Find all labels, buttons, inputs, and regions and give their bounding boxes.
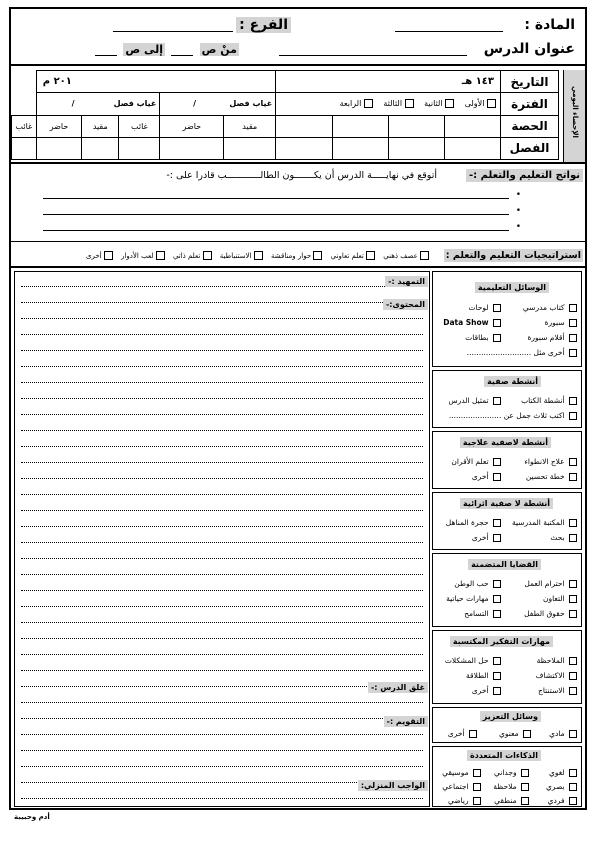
remedial-peer[interactable]: تعلم الأقران	[451, 457, 501, 466]
writing-line[interactable]	[21, 398, 423, 399]
att-present-1: حاضر	[160, 115, 224, 137]
strategies-title: استراتيجيات التعليم والتعلم :	[445, 250, 581, 261]
writing-line[interactable]	[21, 542, 423, 543]
intro-label: التمهيد :-	[385, 276, 428, 287]
activity-write[interactable]: اكتب ثلاث جمل عن ......................	[449, 411, 577, 420]
remedial-plan[interactable]: خطة تحسين	[526, 472, 577, 481]
period-options	[276, 93, 501, 115]
writing-line[interactable]	[21, 318, 423, 319]
writing-line[interactable]	[21, 334, 423, 335]
writing-line[interactable]	[21, 798, 423, 799]
aid-charts[interactable]: لوحات	[468, 303, 501, 312]
period-fourth[interactable]: الرابعة	[340, 99, 373, 108]
writing-line[interactable]	[21, 670, 423, 671]
class-cell[interactable]	[332, 137, 388, 159]
issue-cooperation[interactable]: التعاون	[543, 594, 577, 603]
writing-line[interactable]	[21, 654, 423, 655]
from-page-field[interactable]	[171, 55, 193, 56]
writing-line[interactable]	[21, 462, 423, 463]
writing-line[interactable]	[21, 510, 423, 511]
strategy-other[interactable]: أخرى	[86, 252, 113, 260]
intel-individual[interactable]: فردي	[548, 796, 577, 805]
writing-line[interactable]	[21, 638, 423, 639]
skill-other[interactable]: أخرى	[472, 686, 501, 695]
remedial-introversion[interactable]: علاج الانطواء	[524, 457, 577, 466]
enrich-library[interactable]: المكتبة المدرسية	[512, 518, 577, 527]
writing-line[interactable]	[21, 430, 423, 431]
issue-work-respect[interactable]: احترام العمل	[524, 579, 577, 588]
header-box	[11, 9, 585, 66]
homework-label: الواجب المنزلي:	[358, 780, 428, 791]
aid-datashow[interactable]: Data Show	[443, 318, 501, 327]
class-label: الفصل	[501, 137, 559, 159]
branch-label: الفرع :	[236, 17, 291, 33]
outcome-line-3[interactable]	[43, 230, 509, 231]
evaluation-label: التقويم :-	[384, 716, 428, 727]
att-absent-1: غائب	[119, 115, 160, 137]
lesson-label: الحصة	[501, 115, 559, 137]
reinforcement-box	[432, 707, 582, 743]
outcomes-section	[11, 162, 585, 242]
lesson-cell[interactable]	[444, 115, 500, 137]
writing-line[interactable]	[21, 622, 423, 623]
skill-problem-solving[interactable]: حل المشكلات	[445, 656, 501, 665]
writing-line[interactable]	[21, 558, 423, 559]
enrich-resource-room[interactable]: حجرة المناهل	[446, 518, 501, 527]
from-page-label: منْ ص	[201, 43, 237, 56]
writing-line[interactable]	[21, 366, 423, 367]
att-input[interactable]	[119, 137, 160, 159]
class-cell[interactable]	[388, 137, 444, 159]
lesson-cell[interactable]	[276, 115, 332, 137]
class-cell[interactable]	[444, 137, 500, 159]
bullet-2: •	[515, 206, 521, 216]
strategies-options	[86, 251, 429, 260]
aid-textbook[interactable]: كتاب مدرسي	[523, 303, 577, 312]
info-table	[11, 70, 559, 160]
reinforce-other[interactable]: أخرى	[448, 729, 477, 738]
period-first[interactable]: الأولى	[465, 99, 496, 108]
att-input[interactable]	[12, 137, 37, 159]
outcomes-lead: أتوقع في نهايـــــة الدرس أن يكـــــــون الطالــــــــــــب قادرا على :-	[166, 170, 437, 181]
date-label: التاريخ	[501, 71, 559, 93]
enrichment-box	[432, 492, 582, 550]
att-input[interactable]	[36, 137, 82, 159]
absence-cell-1[interactable]: غياب فصل /	[160, 93, 276, 115]
att-registered-1: مقيد	[224, 115, 276, 137]
intel-musical[interactable]: موسيقي	[442, 768, 481, 777]
strategy-self-learning[interactable]: تعلم ذاتي	[173, 252, 212, 260]
intelligences-title: الذكاءات المتعددة	[467, 750, 541, 761]
writing-line[interactable]	[21, 750, 423, 751]
thinking-title: مهارات التفكير المكتسبة	[450, 636, 553, 647]
att-present-2: حاضر	[36, 115, 82, 137]
att-input[interactable]	[224, 137, 276, 159]
strategy-cooperative[interactable]: تعلم تعاوني	[331, 252, 375, 260]
lesson-title-label: عنوان الدرس	[483, 41, 575, 57]
writing-line[interactable]	[21, 382, 423, 383]
daily-stats-side	[563, 70, 585, 162]
outcomes-title: نواتج التعليم والتعلم :-	[466, 169, 583, 182]
writing-line[interactable]	[21, 526, 423, 527]
lesson-plan-sheet	[9, 7, 587, 810]
to-page-field[interactable]	[95, 55, 117, 56]
skill-fluency[interactable]: الطلاقة	[466, 671, 501, 680]
activity-book[interactable]: أنشطة الكتاب	[521, 396, 577, 405]
att-absent-2: غائب	[12, 115, 37, 137]
reinforce-material[interactable]: مادي	[549, 729, 577, 738]
skill-discovery[interactable]: الاكتشاف	[536, 671, 577, 680]
class-activities-title: أنشطة صفية	[484, 376, 541, 387]
absence-cell-2[interactable]: غياب فصل /	[36, 93, 160, 115]
to-page-label: إلى ص	[125, 43, 163, 56]
closing-label: غلق الدرس :-	[368, 682, 428, 693]
strategy-role-play[interactable]: لعب الأدوار	[121, 252, 165, 260]
writing-line[interactable]	[21, 686, 423, 687]
lesson-cell[interactable]	[332, 115, 388, 137]
bullet-3: •	[515, 222, 521, 232]
issues-box	[432, 553, 582, 627]
strategy-dialogue[interactable]: حوار ومناقشة	[271, 252, 322, 260]
remedial-title: أنشطة لاصفية علاجية	[460, 437, 551, 448]
intelligences-box	[432, 746, 582, 807]
period-label: الفترة	[501, 93, 559, 115]
writing-line[interactable]	[21, 718, 423, 719]
writing-line[interactable]	[21, 734, 423, 735]
att-input[interactable]	[160, 137, 224, 159]
writing-line[interactable]	[21, 766, 423, 767]
intel-visual[interactable]: بصري	[546, 782, 577, 791]
strategy-inductive[interactable]: الاستنباطية	[220, 252, 263, 260]
outcome-line-2[interactable]	[43, 214, 509, 215]
aid-board[interactable]: سبورة	[545, 318, 577, 327]
footer-credit: أدم وحبيبة	[14, 813, 50, 821]
reinforce-moral[interactable]: معنوي	[499, 729, 531, 738]
writing-line[interactable]	[21, 478, 423, 479]
subject-field[interactable]	[395, 31, 503, 32]
skill-observation[interactable]: الملاحظة	[537, 656, 577, 665]
thinking-box	[432, 630, 582, 704]
intel-observational[interactable]: ملاحظة	[493, 782, 529, 791]
enrich-research[interactable]: بحث	[550, 533, 577, 542]
lesson-title-field[interactable]	[279, 55, 467, 56]
branch-field[interactable]	[113, 31, 233, 32]
bullet-1: •	[515, 190, 521, 200]
enrichment-title: أنشطة لا صفية اثرائية	[460, 498, 553, 509]
strategies-section	[11, 242, 585, 268]
subject-label: المادة :	[524, 17, 575, 33]
intel-emotional[interactable]: وجداني	[494, 768, 529, 777]
content-label: المحتوى:-	[383, 299, 428, 310]
writing-line[interactable]	[21, 702, 423, 703]
issue-life-skills[interactable]: مهارات حياتية	[446, 594, 501, 603]
info-section	[11, 70, 585, 162]
daily-stats-label: الإحصاء اليومي	[571, 86, 579, 138]
main-content-area	[14, 271, 430, 807]
intel-logical[interactable]: منطقي	[494, 796, 529, 805]
writing-line[interactable]	[21, 446, 423, 447]
aid-cards[interactable]: بطاقات	[465, 333, 501, 342]
intel-social[interactable]: اجتماعي	[442, 782, 481, 791]
writing-line[interactable]	[21, 574, 423, 575]
remedial-box	[432, 431, 582, 489]
writing-line[interactable]	[21, 414, 423, 415]
issue-tolerance[interactable]: التسامح	[464, 609, 501, 618]
reinforcement-title: وسائل التعزيز	[480, 711, 541, 722]
writing-line[interactable]	[21, 606, 423, 607]
att-input[interactable]	[82, 137, 119, 159]
att-registered-2: مقيد	[82, 115, 119, 137]
aids-box	[432, 271, 582, 367]
sidebar	[432, 271, 582, 807]
period-second[interactable]: الثانية	[424, 99, 454, 108]
strategy-brainstorm[interactable]: عصف ذهني	[383, 252, 429, 260]
intel-linguistic[interactable]: لغوي	[549, 768, 577, 777]
writing-line[interactable]	[21, 286, 423, 287]
activity-act-out[interactable]: تمثيل الدرس	[449, 396, 502, 405]
skill-inference[interactable]: الاستنتاج	[538, 686, 577, 695]
aid-markers[interactable]: أقلام سبورة	[527, 333, 577, 342]
writing-line[interactable]	[21, 590, 423, 591]
writing-line[interactable]	[21, 494, 423, 495]
writing-line[interactable]	[21, 350, 423, 351]
class-activities-box	[432, 370, 582, 428]
hijri-date-cell[interactable]: ١٤٣ هـ	[276, 71, 501, 93]
period-third[interactable]: الثالثة	[383, 99, 413, 108]
intel-math[interactable]: رياضي	[448, 796, 481, 805]
issue-child-rights[interactable]: حقوق الطفل	[524, 609, 577, 618]
issue-patriotism[interactable]: حب الوطن	[454, 579, 501, 588]
class-cell[interactable]	[276, 137, 332, 159]
greg-date-cell[interactable]: ٢٠١ م	[36, 71, 275, 93]
aid-other[interactable]: أخرى مثل ...........................	[467, 348, 577, 357]
lesson-cell[interactable]	[388, 115, 444, 137]
enrich-other[interactable]: أخرى	[472, 533, 501, 542]
remedial-other[interactable]: أخرى	[472, 472, 501, 481]
issues-title: القضايا المتضمنة	[468, 559, 541, 570]
outcome-line-1[interactable]	[43, 198, 509, 199]
writing-line[interactable]	[21, 302, 423, 303]
aids-title: الوسائل التعليمية	[475, 282, 549, 293]
